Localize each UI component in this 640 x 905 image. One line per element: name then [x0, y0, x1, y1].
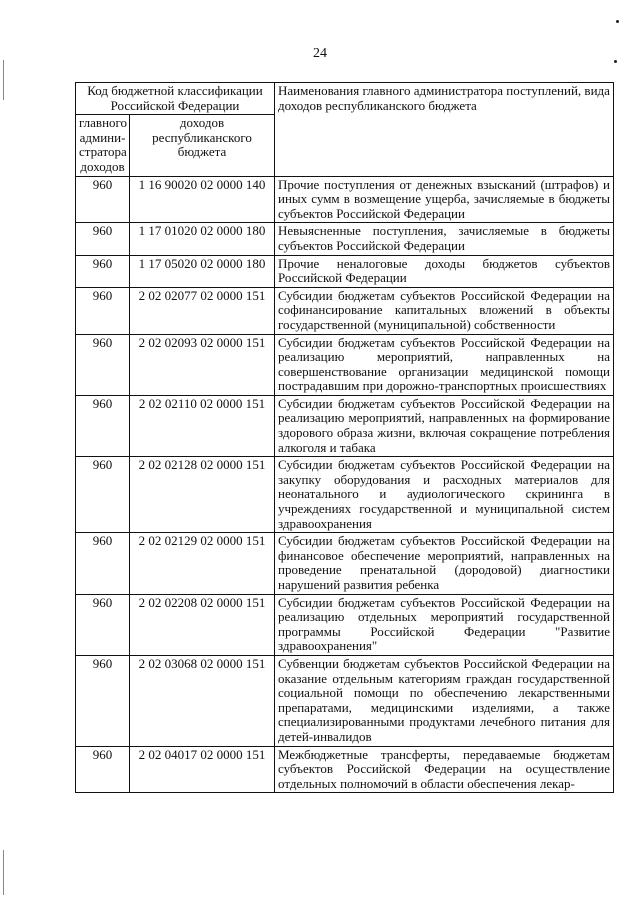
table-row [76, 287, 614, 334]
income-code-cell: 1 17 01020 02 0000 180 [130, 223, 275, 255]
income-name-cell: Субсидии бюджетам субъектов Российской Федерации на софинансирование капитальных вложений в объекты государственной (муниципальной) собственности [275, 287, 614, 334]
income-code-cell: 2 02 03068 02 0000 151 [130, 655, 275, 746]
income-name-cell: Субсидии бюджетам субъектов Российской Федерации на реализацию мероприятий, направленных на совершенствование организации медицинской помощи пострадавшим при дорожно-транспортных происшествиях [275, 334, 614, 395]
table-row [76, 746, 614, 793]
income-name-cell: Межбюджетные трансферты, передаваемые бюджетам субъектов Российской Федерации на осуществление отдельных полномочий в области обеспечения лекар- [275, 746, 614, 793]
income-name-cell: Субвенции бюджетам субъектов Российской Федерации на оказание отдельным категориям граждан государственной социальной помощи по обеспечению лекарственными препаратами, медицинскими изделиями, а также специализированными продуктами лечебного питания для детей-инвалидов [275, 655, 614, 746]
table-row [76, 655, 614, 746]
admin-code-cell: 960 [76, 223, 130, 255]
income-code-cell: 2 02 02128 02 0000 151 [130, 457, 275, 533]
table-row [76, 223, 614, 255]
table-row [76, 533, 614, 594]
admin-code-cell: 960 [76, 746, 130, 793]
income-name-cell: Прочие поступления от денежных взысканий (штрафов) и иных сумм в возмещение ущерба, зачисляемые в бюджеты субъектов Российской Федерации [275, 176, 614, 223]
admin-code-cell: 960 [76, 176, 130, 223]
income-code-cell: 2 02 02208 02 0000 151 [130, 594, 275, 655]
income-code-cell: 2 02 04017 02 0000 151 [130, 746, 275, 793]
income-name-cell: Субсидии бюджетам субъектов Российской Федерации на реализацию отдельных мероприятий государственной программы Российской Федерации "Развитие здравоохранения" [275, 594, 614, 655]
header-name-column: Наименования главного администратора поступлений, вида доходов республиканского бюджета [275, 83, 614, 177]
admin-code-cell: 960 [76, 594, 130, 655]
income-name-cell: Невыясненные поступления, зачисляемые в бюджеты субъектов Российской Федерации [275, 223, 614, 255]
income-name-cell: Субсидии бюджетам субъектов Российской Федерации на реализацию мероприятий, направленных на формирование здорового образа жизни, включая сокращение потребления алкоголя и табака [275, 395, 614, 456]
income-code-cell: 2 02 02077 02 0000 151 [130, 287, 275, 334]
table-row [76, 334, 614, 395]
header-income-republican-budget: доходов республиканского бюджета [130, 115, 275, 176]
income-code-cell: 2 02 02110 02 0000 151 [130, 395, 275, 456]
scan-dot-mark [616, 20, 619, 23]
income-code-cell: 1 16 90020 02 0000 140 [130, 176, 275, 223]
table-row [76, 457, 614, 533]
table-row [76, 395, 614, 456]
admin-code-cell: 960 [76, 334, 130, 395]
table-row [76, 255, 614, 287]
table-row [76, 176, 614, 223]
admin-code-cell: 960 [76, 655, 130, 746]
page-number: 24 [313, 46, 327, 61]
scan-edge-line [3, 60, 4, 100]
admin-code-cell: 960 [76, 287, 130, 334]
income-name-cell: Прочие неналоговые доходы бюджетов субъектов Российской Федерации [275, 255, 614, 287]
income-name-cell: Субсидии бюджетам субъектов Российской Федерации на закупку оборудования и расходных материалов для неонатального и аудиологического скрининга в учреждениях государственной и муниципальной систем здравоохранения [275, 457, 614, 533]
header-main-administrator: главного админи-стратора доходов [76, 115, 130, 176]
admin-code-cell: 960 [76, 533, 130, 594]
scan-edge-line [3, 850, 4, 895]
income-code-cell: 2 02 02093 02 0000 151 [130, 334, 275, 395]
table-row [76, 594, 614, 655]
budget-classification-table [75, 82, 614, 793]
admin-code-cell: 960 [76, 395, 130, 456]
header-budget-classification-code: Код бюджетной классификации Российской Федерации [76, 83, 275, 115]
income-name-cell: Субсидии бюджетам субъектов Российской Федерации на финансовое обеспечение мероприятий, направленных на проведение пренатальной (дородовой) диагностики нарушений развития ребенка [275, 533, 614, 594]
table-body [76, 176, 614, 793]
income-code-cell: 1 17 05020 02 0000 180 [130, 255, 275, 287]
admin-code-cell: 960 [76, 255, 130, 287]
admin-code-cell: 960 [76, 457, 130, 533]
income-code-cell: 2 02 02129 02 0000 151 [130, 533, 275, 594]
